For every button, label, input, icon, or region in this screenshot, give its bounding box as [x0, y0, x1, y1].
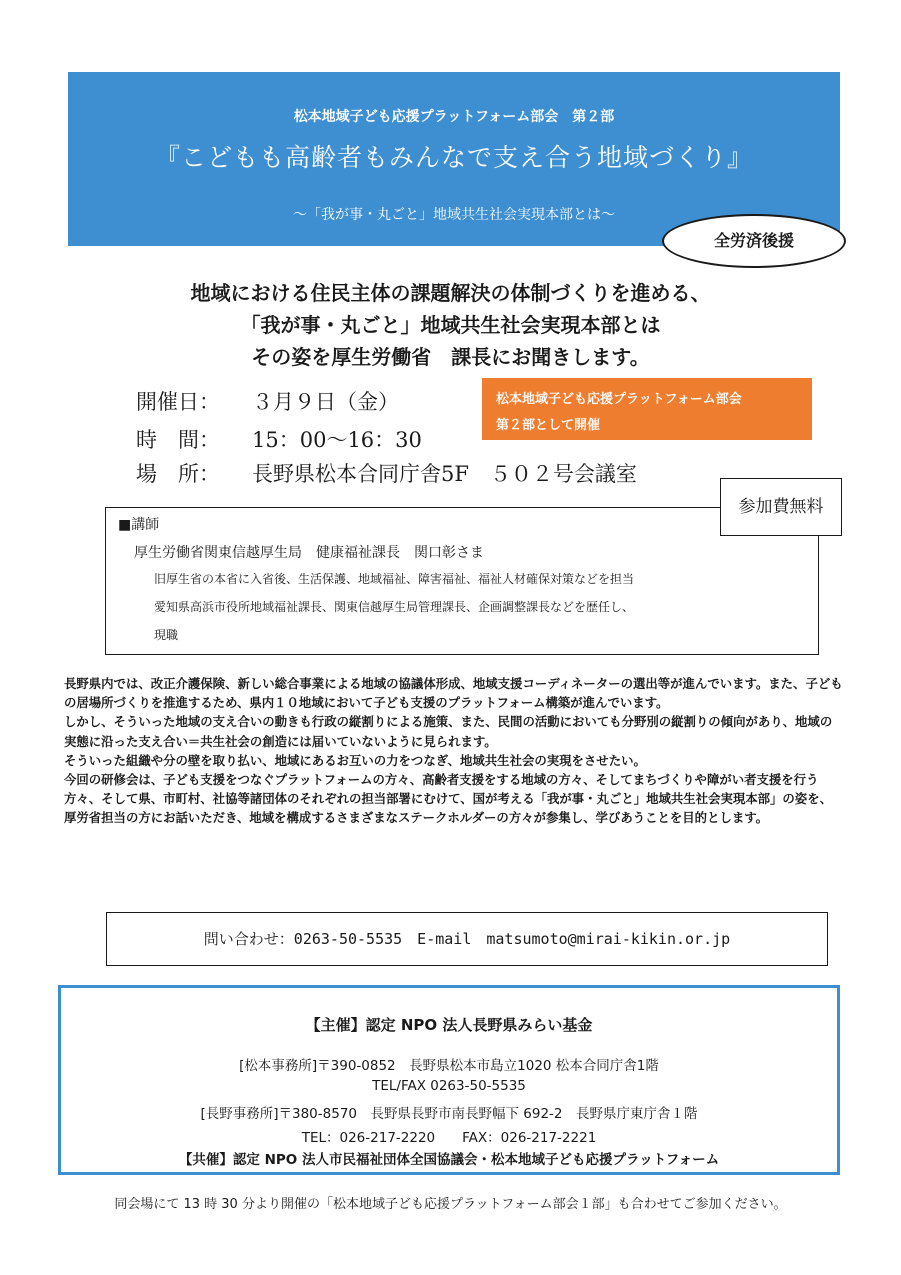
lead-line-3: その姿を厚生労働省 課長にお聞きします。: [251, 345, 650, 369]
time-value: 15：00～16：30: [252, 428, 422, 452]
cosponsor: 【共催】認定 NPO 法人市民福祉団体全国協議会・松本地域子ども応援プラットフォーム: [178, 1152, 720, 1168]
lecturer-bio-line: 愛知県高浜市役所地域福祉課長、関東信越厚生局管理課長、企画調整課長などを歴任し、: [154, 600, 635, 614]
lecturer-bio-line: 旧厚生省の本省に入省後、生活保護、地域福祉、障害福祉、福祉人材確保対策などを担当: [154, 572, 635, 586]
description-paragraph: 長野県内では、改正介護保険、新しい総合事業による地域の協議体形成、地域支援コーディネーターの選出等が進んでいます。また、子どもの居場所づくりを推進するため、県内１０地域において子ども支援のプラットフォーム構築が進んでいます。: [64, 676, 843, 711]
lead-line-1: 地域における住民主体の課題解決の体制づくりを進める、: [190, 281, 711, 305]
section-note-line-1: 松本地域子ども応援プラットフォーム部会: [496, 392, 742, 407]
description-paragraph: 今回の研修会は、子ども支援をつなぐプラットフォームの方々、高齢者支援をする地域の方々、そしてまちづくりや障がい者支援を行う方々、そして県、市町村、社協等諸団体のそれぞれの担当部署にむけて、国が考える「我が事・丸ごと」地域共生社会実現本部」の姿を、厚労省担当の方にお話いただき、地域を構成するさまざまなステークホルダーの方々が参集し、学びあうことを目的とします。: [64, 772, 832, 826]
place-value: 長野県松本合同庁舎5F ５０２号会議室: [252, 462, 637, 486]
date-value: ３月９日（金）: [252, 390, 399, 414]
free-admission-badge: 参加費無料: [720, 478, 842, 536]
support-badge: 全労済後援: [662, 214, 846, 268]
description: [64, 674, 844, 828]
lecturer-heading: ■講師: [118, 517, 160, 533]
date-label: 開催日：: [136, 390, 220, 414]
lecturer-name: 厚生労働省関東信越厚生局 健康福祉課長 関口彰さま: [134, 545, 484, 561]
office-nagano-tel: TEL：026-217-2220 FAX：026-217-2221: [301, 1130, 597, 1146]
contact-box: 問い合わせ：0263-50-5535 E-mail matsumoto@mirai-kikin.or.jp: [106, 912, 828, 966]
description-paragraph: そういった組織や分の壁を取り払い、地域にあるお互いの力をつなぎ、地域共生社会の実現をさせたい。: [64, 752, 646, 768]
office-nagano: [長野事務所]〒380-8570 長野県長野市南長野幅下 692-2 長野県庁東庁舎１階: [200, 1106, 698, 1122]
section-note-line-2: 第２部として開催: [496, 418, 601, 433]
lecturer-bio-line: 現職: [154, 628, 179, 642]
section-note-box: [482, 378, 812, 440]
office-matsumoto-tel: TEL/FAX 0263-50-5535: [372, 1078, 526, 1094]
banner-subtitle: ～「我が事・丸ごと」地域共生社会実現本部とは～: [293, 207, 615, 223]
lecturer-box: [105, 507, 819, 655]
organizer-box: [58, 985, 840, 1175]
office-matsumoto: [松本事務所]〒390-0852 長野県松本市島立1020 松本合同庁舎1階: [239, 1058, 659, 1074]
organizer-main: 【主催】認定 NPO 法人長野県みらい基金: [305, 1016, 593, 1034]
banner-subheading: 松本地域子ども応援プラットフォーム部会 第２部: [293, 109, 615, 125]
time-label: 時 間：: [136, 428, 220, 452]
banner-title: 『こどもも高齢者もみんなで支え合う地域づくり』: [154, 143, 753, 172]
footer-note: 同会場にて 13 時 30 分より開催の「松本地域子ども応援プラットフォーム部会１部」も合わせてご参加ください。: [114, 1197, 787, 1212]
description-paragraph: しかし、そういった地域の支え合いの動きも行政の縦割りによる施策、また、民間の活動においても分野別の縦割りの傾向があり、地域の実態に沿った支え合い＝共生社会の創造には届いていないように見られます。: [64, 714, 833, 749]
place-label: 場 所：: [136, 462, 220, 486]
lead-line-2: 「我が事・丸ごと」地域共生社会実現本部とは: [240, 313, 661, 337]
